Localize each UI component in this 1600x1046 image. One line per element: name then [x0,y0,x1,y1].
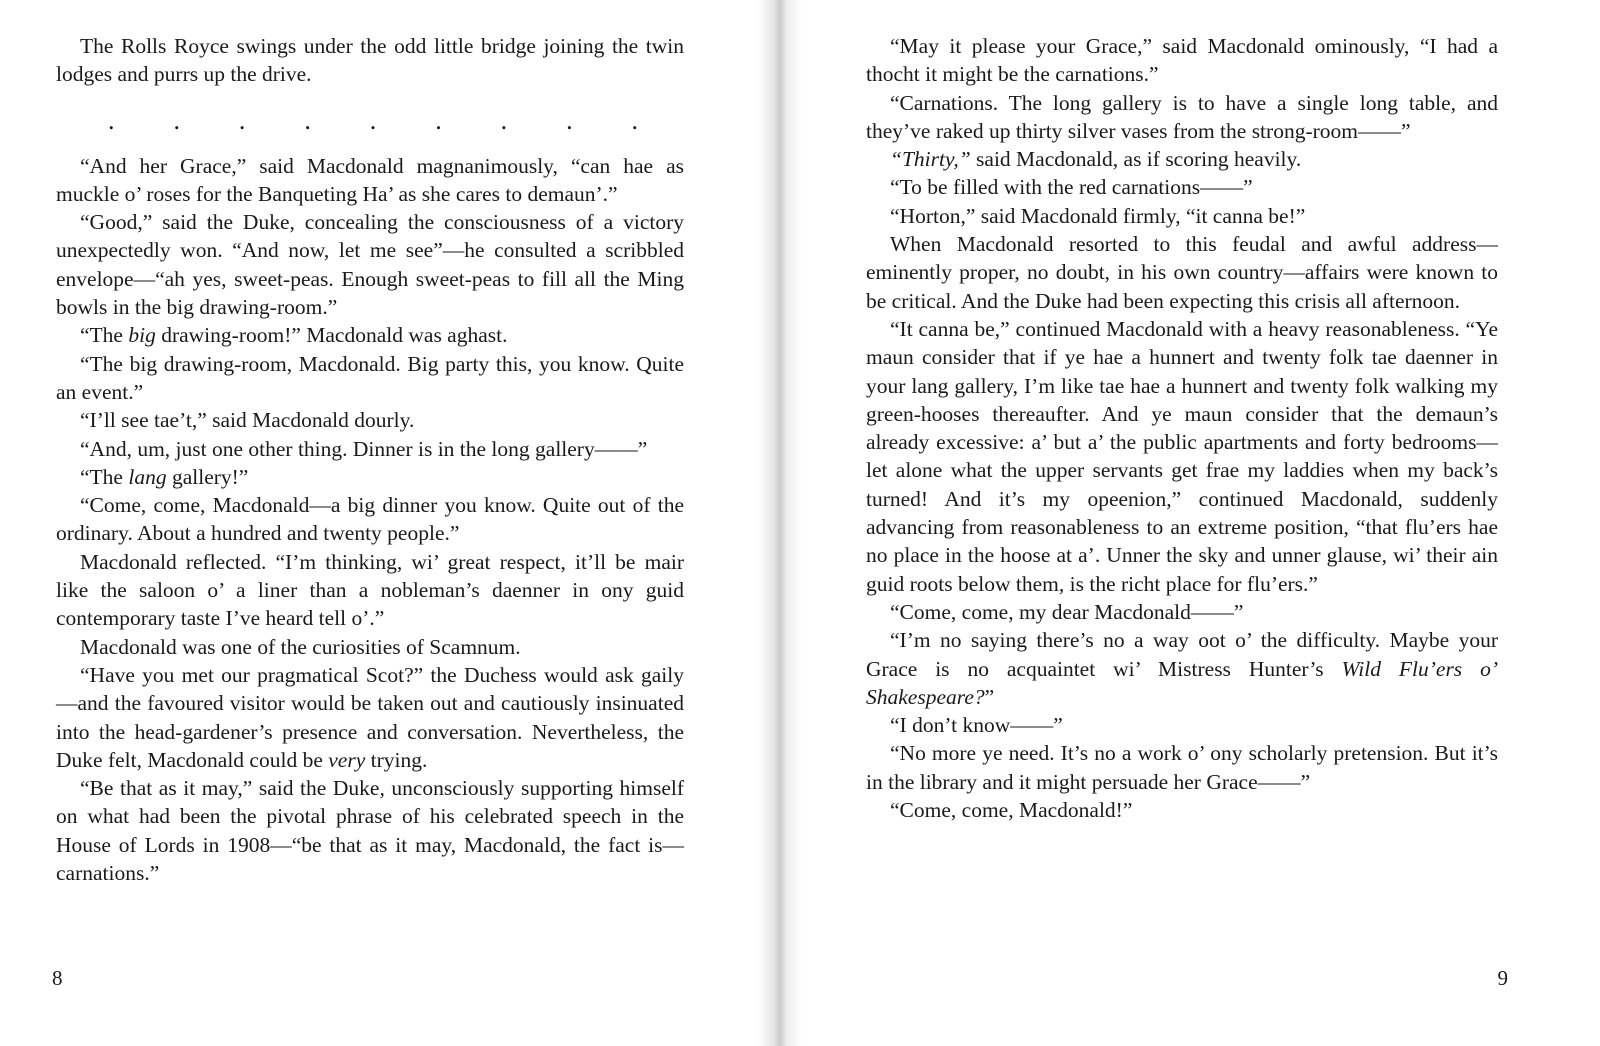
section-break-dot: . [108,105,115,135]
paragraph: “The lang gallery!” [80,464,249,489]
paragraph: “Come, come, Macdonald!” [890,798,1133,823]
paragraph: “No more ye need. It’s no a work o’ ony scholarly pretension. But it’s in the library and it might persuade her Grace——” [866,741,1498,794]
section-break-dot: . [566,105,573,135]
paragraph: “The big drawing-room, Macdonald. Big party this, you know. Quite an event.” [56,351,684,404]
paragraph: “Come, come, my dear Macdonald——” [890,599,1244,624]
page-number: 9 [1497,966,1508,990]
paragraph: “And her Grace,” said Macdonald magnanimously, “can hae as muckle o’ roses for the Banqueting Ha’ as she cares to demaun’.” [56,153,684,206]
paragraph: When Macdonald resorted to this feudal and awful address—eminently proper, no doubt, in his own country—affairs were known to be critical. And the Duke had been expecting this crisis all afternoon. [866,232,1498,313]
section-break [108,105,638,135]
page-number: 8 [52,966,63,990]
paragraph: “And, um, just one other thing. Dinner is in the long gallery——” [80,436,648,461]
paragraph: Macdonald was one of the curiosities of Scamnum. [80,634,521,659]
left-page [0,0,780,1046]
right-page-text [866,32,1498,824]
paragraph: “Carnations. The long gallery is to have a single long table, and they’ve raked up thirty silver vases from the strong-room——” [866,90,1498,143]
paragraph: “Good,” said the Duke, concealing the consciousness of a victory unexpectedly won. “And now, let me see”—he consulted a scribbled envelope—“ah yes, sweet-peas. Enough sweet-peas to fill all the Ming bowls in the big drawing-room.” [56,210,684,320]
paragraph: “I’ll see tae’t,” said Macdonald dourly. [80,408,415,433]
paragraph: “Horton,” said Macdonald firmly, “it canna be!” [890,203,1306,228]
paragraph: “I’m no saying there’s no a way oot o’ the difficulty. Maybe your Grace is no acquaintet wi’ Mistress Hunter’s Wild Flu’ers o’ Shakespeare?” [866,628,1498,709]
paragraph: “May it please your Grace,” said Macdonald ominously, “I had a thocht it might be the carnations.” [866,34,1498,87]
paragraph: The Rolls Royce swings under the odd little bridge joining the twin lodges and purrs up the drive. [56,34,684,87]
paragraph: “Have you met our pragmatical Scot?” the Duchess would ask gaily—and the favoured visitor would be taken out and cautiously insinuated into the head-gardener’s presence and conversation. Nevertheless, the Duke felt, Macdonald could be very trying. [56,662,684,772]
paragraph: “Be that as it may,” said the Duke, unconsciously supporting himself on what had been the pivotal phrase of his celebrated speech in the House of Lords in 1908—“be that as it may, Macdonald, the fact is—carnations.” [56,776,684,886]
left-page-text [56,32,684,887]
right-page [800,0,1600,1046]
paragraph: “The big drawing-room!” Macdonald was aghast. [80,323,508,348]
section-break-dot: . [631,105,638,135]
section-break-dot: . [435,105,442,135]
paragraph: “To be filled with the red carnations——” [890,175,1253,200]
section-break-dot: . [369,105,377,135]
paragraph: Macdonald reflected. “I’m thinking, wi’ great respect, it’ll be mair like the saloon o’ a liner than a nobleman’s daenner in ony guid contemporary taste I’ve heard tell o’.” [56,549,684,631]
section-break-dot: . [238,105,246,135]
section-break-dot: . [304,105,311,135]
paragraph: “Come, come, Macdonald—a big dinner you know. Quite out of the ordinary. About a hundred and twenty people.” [56,493,684,546]
paragraph: “Thirty,” said Macdonald, as if scoring heavily. [890,147,1302,172]
paragraph: “It canna be,” continued Macdonald with a heavy reasonableness. “Ye maun consider that if ye hae a hunnert and twenty folk tae daenner in your lang gallery, I’m like tae hae a hunnert and twenty folk walking my green-hooses thereaufter. And ye maun consider that the demaun’s already excessive: a’ but a’ the public apartments and forty bedrooms—let alone what the upper servants get frae my laddies when my back’s turned! And it’s my opeenion,” continued Macdonald, suddenly advancing from reasonableness to an extreme position, “that flu’ers hae no place in the hoose at a’. Unner the sky and unner glause, wi’ their ain guid roots below them, is the richt place for flu’ers.” [866,316,1498,596]
section-break-dot: . [500,105,508,135]
section-break-dot: . [173,105,180,135]
paragraph: “I don’t know——” [890,713,1063,738]
